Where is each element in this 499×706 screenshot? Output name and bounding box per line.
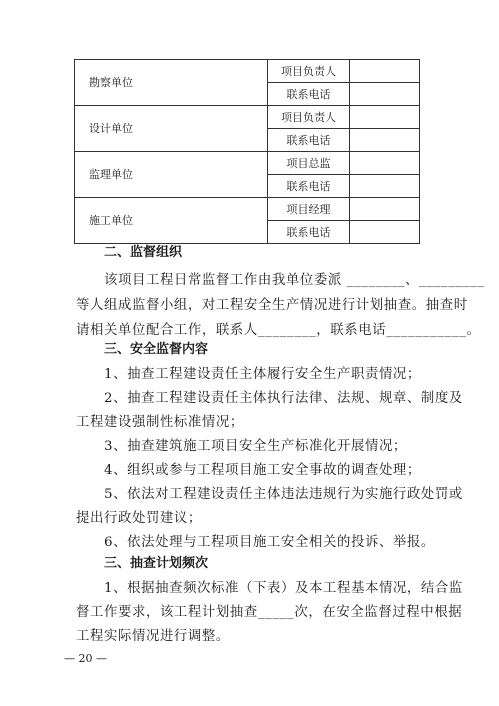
field-label-cell: 项目负责人 (268, 106, 350, 129)
list-item: 2、抽查工程建设责任主体执行法律、法规、规章、制度及 (104, 391, 463, 406)
list-item: 3、抽查建筑施工项目安全生产标准化开展情况； (104, 439, 407, 454)
list-item: 6、依法处理与工程项目施工安全相关的投诉、举报。 (104, 535, 435, 550)
list-item-continuation: 工程建设强制性标准情况； (76, 415, 244, 430)
field-label-cell: 项目总监 (268, 152, 350, 175)
section-heading-inspection-plan: 三、抽查计划频次 (104, 556, 209, 571)
units-table (74, 59, 420, 244)
field-label-cell: 项目经理 (268, 198, 350, 221)
paragraph-line: 该项目工程日常监督工作由我单位委派 ________、_________ (104, 273, 485, 288)
field-value-cell (350, 83, 420, 106)
field-value-cell (350, 106, 420, 129)
field-value-cell (350, 198, 420, 221)
table-row (75, 198, 420, 221)
field-label-cell: 联系电话 (268, 175, 350, 198)
list-item-continuation: 提出行政处罚建议； (76, 511, 202, 526)
field-value-cell (350, 175, 420, 198)
table-row (75, 106, 420, 129)
field-value-cell (350, 129, 420, 152)
field-value-cell (350, 152, 420, 175)
unit-name-cell: 施工单位 (75, 198, 268, 244)
page-number: — 20 — (64, 652, 107, 665)
paragraph-line: 请相关单位配合工作，联系人________，联系电话___________。 (76, 323, 481, 338)
paragraph-line: 督工作要求，该工程计划抽查_____次，在安全监督过程中根据 (76, 605, 463, 620)
paragraph-line: 工程实际情况进行调整。 (76, 629, 230, 644)
unit-name-cell: 监理单位 (75, 152, 268, 198)
field-label-cell: 联系电话 (268, 221, 350, 244)
list-item: 5、依法对工程建设责任主体违法违规行为实施行政处罚或 (104, 487, 463, 502)
field-label-cell: 联系电话 (268, 83, 350, 106)
table-row (75, 152, 420, 175)
section-heading-safety-content: 三、安全监督内容 (104, 342, 209, 357)
list-item: 1、抽查工程建设责任主体履行安全生产职责情况； (104, 367, 421, 382)
list-item: 4、组织或参与工程项目施工安全事故的调查处理； (104, 463, 421, 478)
unit-name-cell: 设计单位 (75, 106, 268, 152)
field-label-cell: 联系电话 (268, 129, 350, 152)
unit-name-cell: 勘察单位 (75, 60, 268, 106)
table-row (75, 60, 420, 83)
paragraph-line: 1、根据抽查频次标准（下表）及本工程基本情况，结合监 (104, 581, 463, 596)
field-label-cell: 项目负责人 (268, 60, 350, 83)
paragraph-line: 等人组成监督小组，对工程安全生产情况进行计划抽查。抽查时 (76, 298, 468, 313)
field-value-cell (350, 60, 420, 83)
section-heading-supervision-org: 二、监督组织 (104, 245, 183, 260)
